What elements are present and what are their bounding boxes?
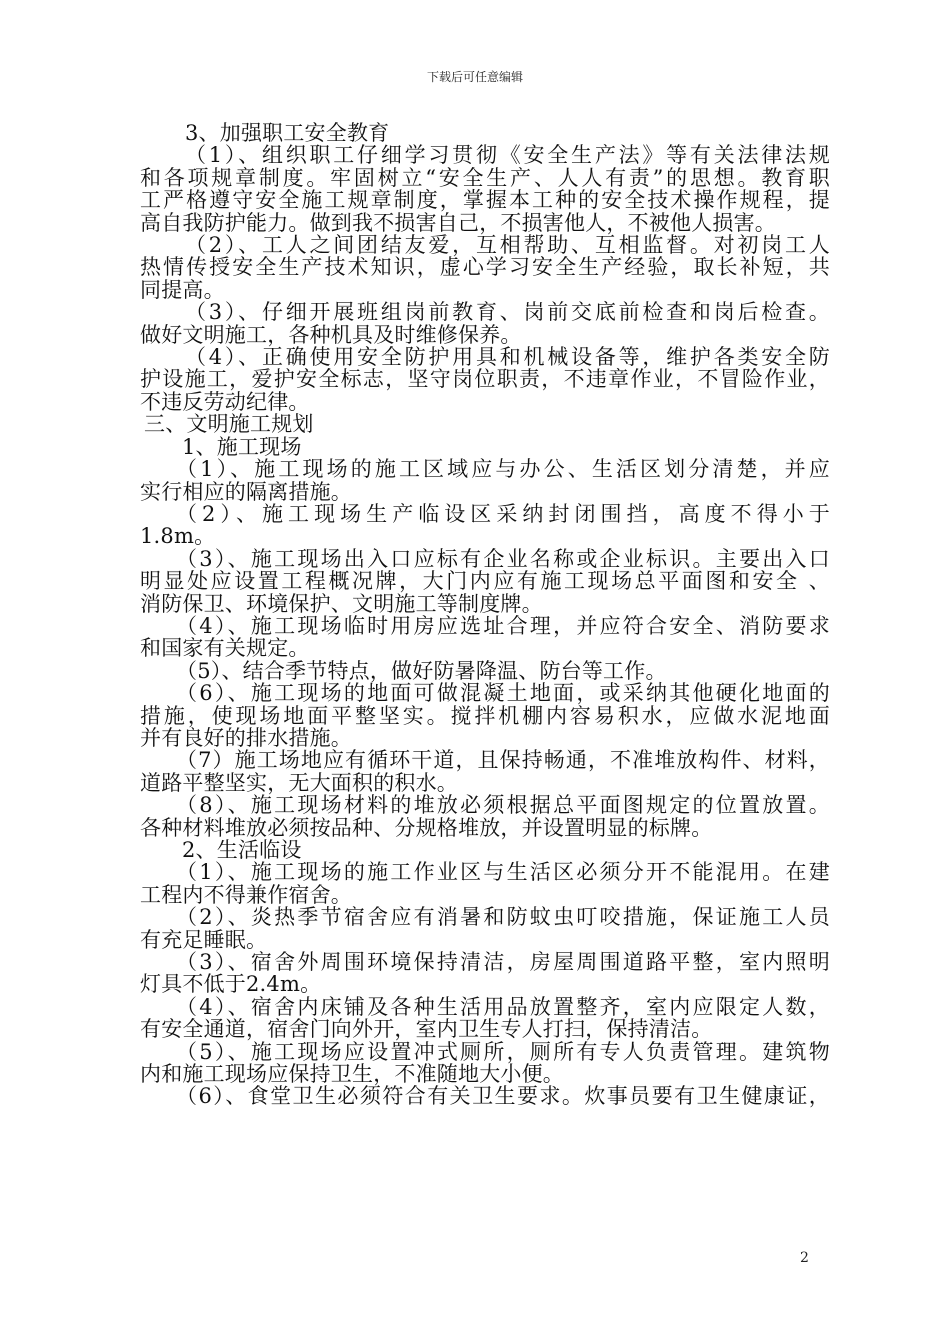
text-line: 各种材料堆放必须按品种、分规格堆放，并设置明显的标牌。 [140, 815, 713, 840]
text-line: 和各项规章制度。牢固树立“安全生产、人人有责”的思想。教育职 [140, 165, 830, 190]
text-line: 同提高。 [140, 277, 225, 302]
text-line: 道路平整坚实，无大面积的积水。 [140, 770, 458, 795]
text-line: 不违反劳动纪律。 [140, 389, 310, 414]
text-line: （2）、炎热季节宿舍应有消暑和防蚊虫叮咬措施，保证施工人员 [176, 905, 830, 930]
text-line: （2）、施工现场生产临设区采纳封闭围挡，高度不得小于 [176, 501, 830, 526]
text-line: 高自我防护能力。做到我不损害自己，不损害他人，不被他人损害。 [140, 210, 776, 235]
text-line: （5）、结合季节特点，做好防暑降温、防台等工作。 [176, 658, 667, 683]
text-line: 2、生活临设 [182, 838, 302, 862]
text-line: （3）、施工现场出入口应标有企业名称或企业标识。主要出入口 [176, 546, 830, 571]
text-line: 3、加强职工安全教育 [185, 121, 390, 145]
text-line: （7）施工场地应有循环干道，且保持畅通，不准堆放构件、材料， [176, 748, 830, 773]
text-line: 做好文明施工，各种机具及时维修保养。 [140, 322, 522, 347]
text-line: （4）、正确使用安全防护用具和机械设备等，维护各类安全防 [185, 345, 830, 370]
text-line: 消防保卫、环境保护、文明施工等制度牌。 [140, 591, 543, 616]
text-line: 有安全通道，宿舍门向外开，室内卫生专人打扫，保持清洁。 [140, 1017, 713, 1042]
text-line: 工严格遵守安全施工规章制度，掌握本工种的安全技术操作规程，提 [140, 188, 830, 213]
text-line: 护设施工，爱护安全标志，坚守岗位职责，不违章作业，不冒险作业， [140, 367, 830, 392]
text-line: 热情传授安全生产技术知识，虚心学习安全生产经验，取长补短，共 [140, 255, 830, 280]
text-line: 1.8m。 [140, 524, 216, 549]
text-line: 措施，使现场地面平整坚实。搅拌机棚内容易积水，应做水泥地面 [140, 703, 830, 728]
text-line: 1、施工现场 [182, 434, 302, 459]
text-line: （5）、施工现场应设置冲式厕所，厕所有专人负责管理。建筑物 [176, 1039, 830, 1064]
text-line: 内和施工现场应保持卫生，不准随地大小便。 [140, 1062, 564, 1087]
text-line: （1）、施工现场的施工区域应与办公、生活区划分清楚，并应 [176, 457, 830, 482]
text-line: 有充足睡眠。 [140, 927, 268, 952]
text-line: 明显处应设置工程概况牌，大门内应有施工现场总平面图和安全 、 [140, 569, 830, 594]
text-line: 三、文明施工规划 [144, 412, 314, 437]
text-line: （8）、施工现场材料的堆放必须根据总平面图规定的位置放置。 [176, 793, 830, 818]
text-line: （6）、施工现场的地面可做混凝土地面，或采纳其他硬化地面的 [176, 681, 830, 706]
text-line: （4）、宿舍内床铺及各种生活用品放置整齐，室内应限定人数， [176, 994, 830, 1019]
document-body [140, 122, 830, 1108]
text-line: 实行相应的隔离措施。 [140, 479, 352, 504]
text-line: （2）、工人之间团结友爱，互相帮助、互相监督。对初岗工人 [185, 233, 830, 258]
text-line: （6）、食堂卫生必须符合有关卫生要求。炊事员要有卫生健康证， [176, 1084, 830, 1109]
text-line: （1）、施工现场的施工作业区与生活区必须分开不能混用。在建 [176, 860, 830, 885]
text-line: 并有良好的排水措施。 [140, 725, 352, 750]
page-number: 2 [800, 1250, 809, 1266]
text-line: 灯具不低于2.4m。 [140, 972, 322, 997]
text-line: （3）、宿舍外周围环境保持清洁，房屋周围道路平整，室内照明 [176, 950, 830, 975]
text-line: 工程内不得兼作宿舍。 [140, 882, 352, 907]
text-line: （3）、仔细开展班组岗前教育、岗前交底前检查和岗后检查。 [185, 300, 830, 325]
text-line: （4）、施工现场临时用房应选址合理，并应符合安全、消防要求 [176, 613, 830, 638]
text-line: （1）、组织职工仔细学习贯彻《安全生产法》等有关法律法规 [185, 143, 830, 168]
page-header: 下载后可任意编辑 [426, 70, 523, 84]
text-line: 和国家有关规定。 [140, 636, 310, 661]
